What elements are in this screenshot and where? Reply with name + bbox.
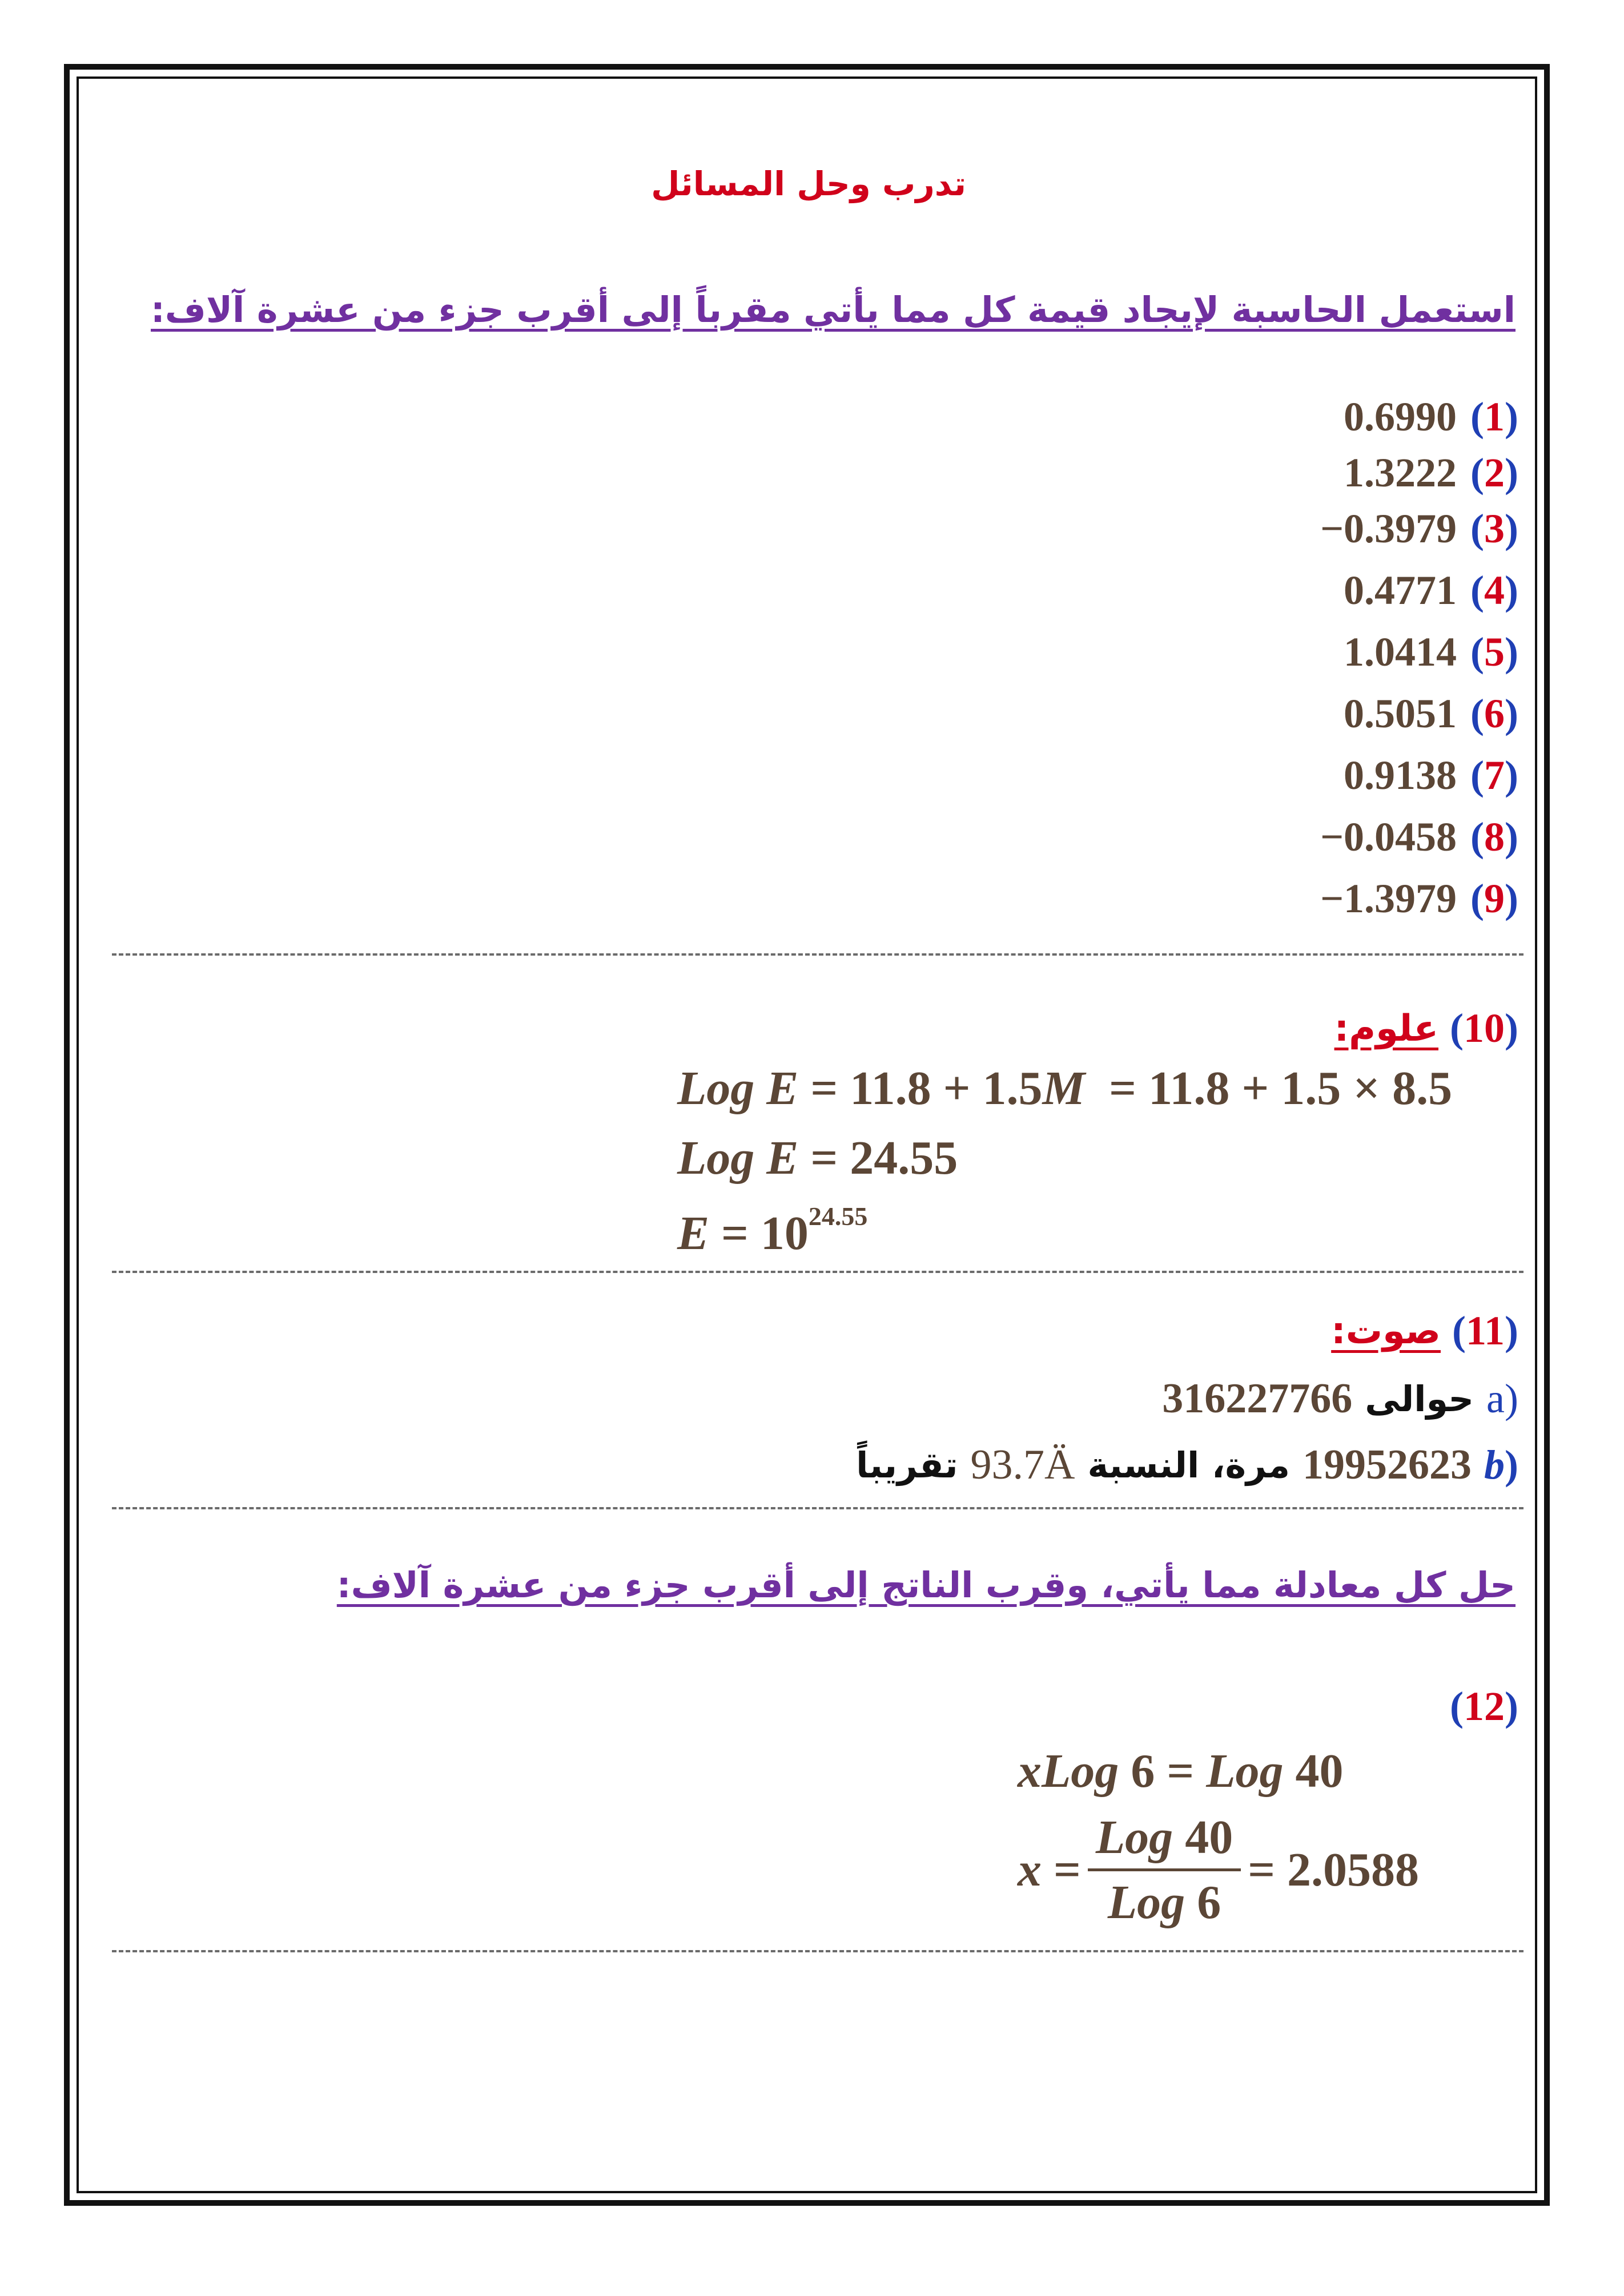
problem-11-number: (11)	[1452, 1308, 1518, 1354]
problem-12-header	[1450, 1683, 1518, 1730]
equation-e-power: $E = 10^{24.55}$	[677, 1202, 868, 1260]
list-item	[1344, 747, 1518, 804]
equation-log-e-2: Log E = 24.55	[677, 1131, 958, 1185]
item-value: 0.5051	[1344, 690, 1457, 736]
list-item	[1320, 500, 1518, 557]
problem-11-part-b: تقريباً 93.7Ä مرة، النسبة 19952623 b)	[856, 1441, 1518, 1488]
item-value: −0.0458	[1320, 813, 1457, 860]
list-item	[1320, 870, 1518, 927]
item-value: 0.9138	[1344, 752, 1457, 798]
item-number: (6)	[1470, 690, 1518, 736]
item-value: −0.3979	[1320, 505, 1457, 551]
page-title: تدرب وحل المسائل	[651, 164, 966, 203]
problem-11-label: صوت:	[1331, 1310, 1441, 1352]
problem-11-part-a: 316227766 حوالى a)	[1162, 1375, 1518, 1422]
list-item	[1344, 562, 1518, 619]
equation-log-e-1: Log E = 11.8 + 1.5M = 11.8 + 1.5 × 8.5	[677, 1062, 1453, 1115]
section-divider	[112, 1950, 1523, 1952]
instruction-calculator: استعمل الحاسبة لإيجاد قيمة كل مما يأتي مقرباً إلى أقرب جزء من عشرة آلاف:	[151, 289, 1516, 331]
problem-10-label: علوم:	[1334, 1007, 1439, 1050]
item-value: 1.3222	[1344, 449, 1457, 496]
equation-xlog6: xLog 6 = Log 40	[1018, 1745, 1344, 1798]
problem-12-number: (12)	[1450, 1683, 1518, 1729]
item-number: (2)	[1470, 449, 1518, 496]
problem-10-number: (10)	[1450, 1005, 1518, 1051]
list-item	[1344, 388, 1518, 445]
item-value: 1.0414	[1344, 629, 1457, 675]
item-number: (8)	[1470, 813, 1518, 860]
item-number: (1)	[1470, 393, 1518, 440]
fraction: $\frac{\text{Log 40}}{\text{Log 6}}$	[1088, 1810, 1241, 1930]
problem-10-header	[1334, 1005, 1518, 1052]
item-number: (4)	[1470, 567, 1518, 613]
item-number: (3)	[1470, 505, 1518, 551]
item-value: 0.6990	[1344, 393, 1457, 440]
item-value: −1.3979	[1320, 875, 1457, 921]
problem-11-header	[1331, 1307, 1518, 1355]
item-number: (7)	[1470, 752, 1518, 798]
item-value: 0.4771	[1344, 567, 1457, 613]
section-divider	[112, 1271, 1523, 1273]
list-item	[1344, 444, 1518, 501]
equation-x-fraction: x = $\frac{\text{Log 40}}{\text{Log 6}}$ = 2.0588	[1018, 1811, 1420, 1929]
list-item	[1344, 623, 1518, 680]
item-number: (9)	[1470, 875, 1518, 921]
instruction-solve-equations: حل كل معادلة مما يأتي، وقرب الناتج إلى أقرب جزء من عشرة آلاف:	[336, 1564, 1516, 1606]
list-item	[1344, 685, 1518, 742]
list-item	[1320, 808, 1518, 865]
section-divider	[112, 953, 1523, 956]
section-divider	[112, 1507, 1523, 1509]
item-number: (5)	[1470, 629, 1518, 675]
